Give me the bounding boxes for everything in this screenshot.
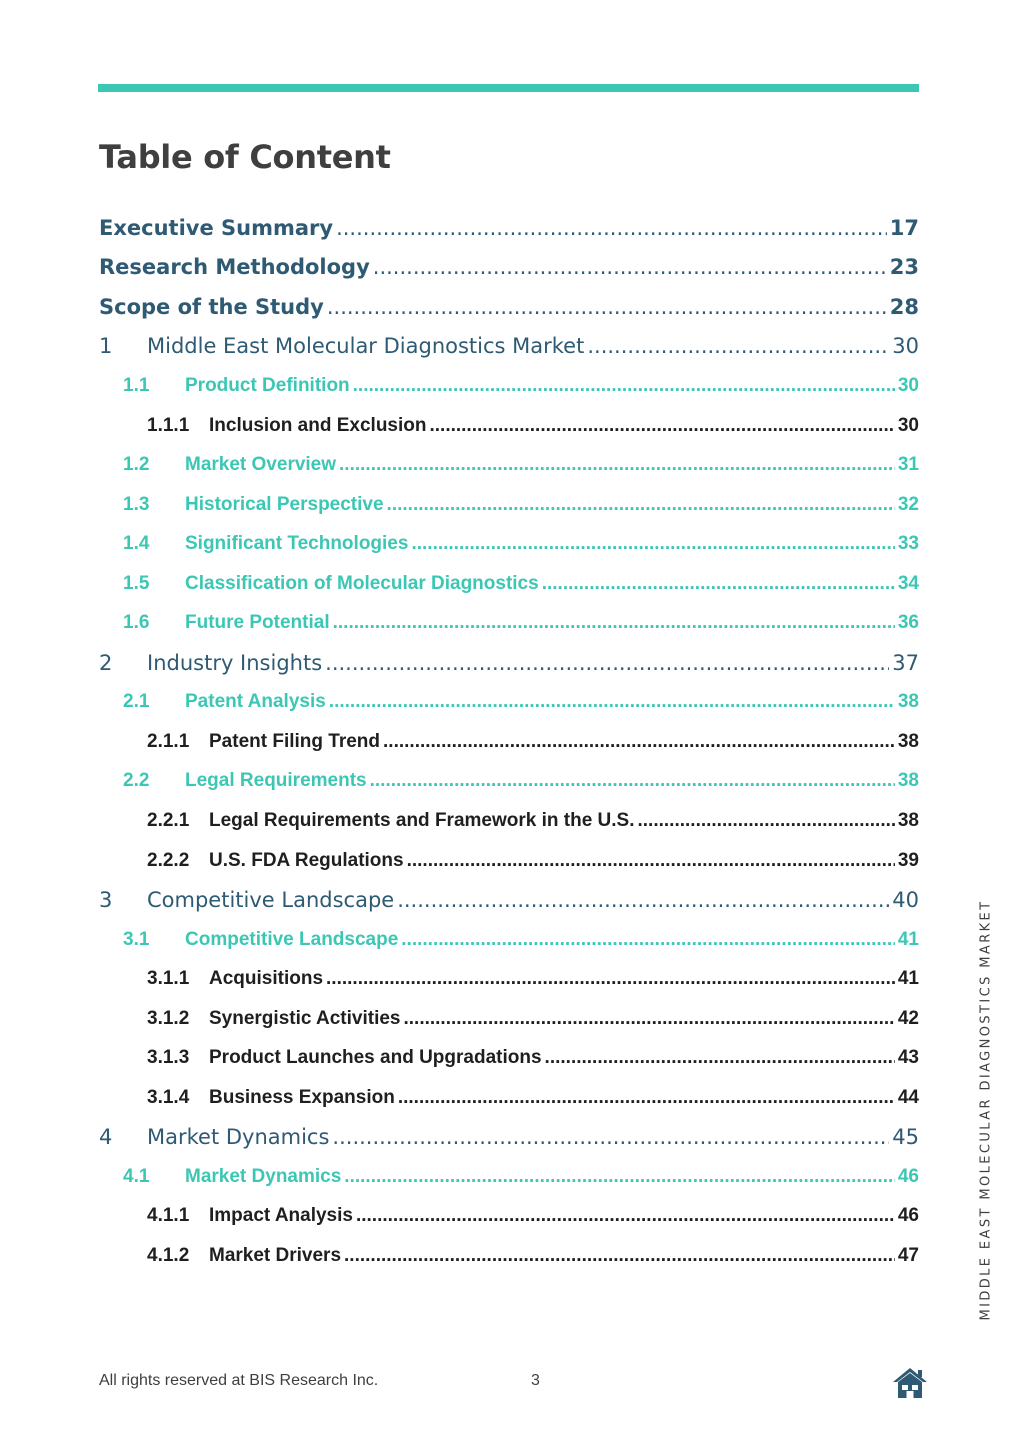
toc-entry-page: 36 (897, 612, 919, 634)
toc-entry-title[interactable]: Market Dynamics (147, 1125, 330, 1150)
toc-entry-page: 43 (897, 1047, 919, 1069)
toc-entry-title[interactable]: Legal Requirements and Framework in the U.S. (209, 809, 635, 831)
toc-entry-number: 1.4 (123, 533, 150, 555)
dot-leader (403, 1008, 894, 1030)
home-icon[interactable] (891, 1366, 929, 1400)
toc-entry-title[interactable]: Middle East Molecular Diagnostics Market (147, 334, 585, 359)
toc-entry-number: 3 (99, 888, 113, 913)
toc-entry-title[interactable]: Legal Requirements (185, 770, 367, 792)
toc-entry-page: 46 (897, 1205, 919, 1227)
toc-entry-title[interactable]: Future Potential (185, 612, 330, 634)
toc-entry[interactable] (99, 603, 919, 643)
toc-entry[interactable] (99, 1118, 919, 1158)
toc-entry-page: 40 (892, 888, 919, 913)
toc-entry-number: 1.3 (123, 493, 150, 515)
toc-entry[interactable] (99, 287, 919, 327)
toc-entry-number: 2.1.1 (147, 730, 190, 752)
toc-entry-number: 2.2.1 (147, 809, 190, 831)
toc-entry[interactable] (99, 327, 919, 367)
toc-entry-title[interactable]: Patent Analysis (185, 691, 326, 713)
table-of-contents (99, 208, 919, 1276)
toc-entry-number: 4.1 (123, 1165, 150, 1187)
toc-entry-title[interactable]: Product Launches and Upgradations (209, 1047, 542, 1069)
toc-entry-page: 42 (897, 1007, 919, 1029)
toc-entry-number: 2 (99, 650, 113, 675)
toc-entry[interactable] (99, 801, 919, 841)
toc-entry-page: 30 (892, 334, 919, 359)
toc-entry[interactable] (99, 208, 919, 248)
toc-entry-title[interactable]: Patent Filing Trend (209, 730, 381, 752)
dot-leader (397, 888, 889, 912)
toc-entry-page: 34 (897, 572, 919, 594)
toc-entry-page: 38 (897, 730, 919, 752)
toc-entry-title[interactable]: Executive Summary (99, 215, 334, 240)
dot-leader (356, 1205, 895, 1227)
toc-entry-title[interactable]: Research Methodology (99, 255, 370, 280)
toc-entry-title[interactable]: Market Overview (185, 454, 337, 476)
toc-entry-number: 3.1 (123, 928, 150, 950)
toc-entry[interactable] (99, 1236, 919, 1276)
toc-entry[interactable] (99, 999, 919, 1039)
toc-entry-page: 31 (897, 454, 919, 476)
toc-entry[interactable] (99, 841, 919, 881)
dot-leader (407, 850, 895, 872)
dot-leader (542, 573, 895, 595)
toc-entry-number: 2.1 (123, 691, 150, 713)
toc-entry-number: 2.2.2 (147, 849, 190, 871)
toc-entry-title[interactable]: Market Dynamics (185, 1165, 342, 1187)
toc-entry-number: 4.1.2 (147, 1244, 190, 1266)
dot-leader (401, 929, 895, 951)
toc-entry[interactable] (99, 524, 919, 564)
toc-entry[interactable] (99, 643, 919, 683)
toc-entry-page: 38 (897, 809, 919, 831)
toc-entry-title[interactable]: Historical Perspective (185, 493, 384, 515)
dot-leader (332, 1125, 889, 1149)
dot-leader (370, 770, 895, 792)
page-title: Table of Content (99, 138, 391, 176)
toc-entry-number: 3.1.1 (147, 968, 190, 990)
toc-entry-page: 45 (892, 1125, 919, 1150)
toc-entry-page: 41 (897, 968, 919, 990)
toc-entry-page: 39 (897, 849, 919, 871)
toc-entry-number: 4 (99, 1125, 113, 1150)
toc-entry-number: 1.5 (123, 572, 150, 594)
dot-leader (545, 1047, 895, 1069)
toc-entry-title[interactable]: Industry Insights (147, 650, 323, 675)
top-accent-rule (98, 84, 919, 92)
dot-leader (325, 651, 889, 675)
dot-leader (333, 612, 895, 634)
toc-entry-page: 23 (889, 255, 919, 280)
toc-entry[interactable] (99, 959, 919, 999)
dot-leader (344, 1245, 895, 1267)
toc-entry-number: 1.2 (123, 454, 150, 476)
toc-entry-page: 37 (892, 650, 919, 675)
side-running-title: MIDDLE EAST MOLECULAR DIAGNOSTICS MARKET (978, 899, 994, 1321)
toc-entry-page: 28 (889, 294, 919, 319)
toc-entry-number: 1 (99, 334, 113, 359)
toc-entry[interactable] (99, 722, 919, 762)
toc-entry-title[interactable]: Inclusion and Exclusion (209, 414, 427, 436)
toc-entry-title[interactable]: Acquisitions (209, 968, 324, 990)
dot-leader (344, 1166, 895, 1188)
toc-entry-title[interactable]: Significant Technologies (185, 533, 409, 555)
toc-entry-page: 33 (897, 533, 919, 555)
dot-leader (329, 691, 895, 713)
dot-leader (339, 454, 895, 476)
dot-leader (398, 1087, 895, 1109)
home-icon-graphic (891, 1366, 929, 1400)
toc-entry-number: 3.1.4 (147, 1086, 190, 1108)
toc-entry-number: 1.1 (123, 374, 150, 396)
toc-entry-title[interactable]: Scope of the Study (99, 294, 324, 319)
dot-leader (411, 533, 894, 555)
toc-entry-number: 2.2 (123, 770, 150, 792)
toc-entry[interactable] (99, 1157, 919, 1197)
toc-entry-title[interactable]: Competitive Landscape (147, 888, 395, 913)
toc-entry-number: 3.1.2 (147, 1007, 190, 1029)
dot-leader (387, 494, 895, 516)
footer-copyright: All rights reserved at BIS Research Inc. (99, 1372, 379, 1389)
dot-leader (638, 810, 895, 832)
toc-entry-title[interactable]: Market Drivers (209, 1244, 342, 1266)
toc-entry[interactable] (99, 564, 919, 604)
toc-entry[interactable] (99, 485, 919, 525)
toc-entry[interactable] (99, 683, 919, 723)
toc-entry[interactable] (99, 1038, 919, 1078)
dot-leader (383, 731, 895, 753)
toc-entry-title[interactable]: Classification of Molecular Diagnostics (185, 572, 539, 594)
dot-leader (327, 295, 887, 319)
toc-entry-page: 47 (897, 1244, 919, 1266)
toc-entry[interactable] (99, 762, 919, 802)
toc-entry-page: 30 (897, 374, 919, 396)
toc-entry-title[interactable]: Synergistic Activities (209, 1007, 401, 1029)
toc-entry-page: 44 (897, 1086, 919, 1108)
page-number: 3 (531, 1372, 540, 1389)
dot-leader (373, 255, 887, 279)
dot-leader (336, 216, 887, 240)
toc-entry[interactable] (99, 366, 919, 406)
toc-entry-page: 41 (897, 928, 919, 950)
toc-entry-title[interactable]: Competitive Landscape (185, 928, 399, 950)
toc-entry-number: 1.1.1 (147, 414, 190, 436)
toc-entry-page: 32 (897, 493, 919, 515)
toc-entry-title[interactable]: Product Definition (185, 374, 350, 396)
toc-entry-page: 17 (889, 215, 919, 240)
dot-leader (326, 968, 895, 990)
toc-entry-page: 30 (897, 414, 919, 436)
toc-entry[interactable] (99, 880, 919, 920)
toc-entry-title[interactable]: Impact Analysis (209, 1205, 353, 1227)
dot-leader (353, 375, 895, 397)
toc-entry-page: 38 (897, 691, 919, 713)
toc-entry-number: 1.6 (123, 612, 150, 634)
toc-entry-number: 4.1.1 (147, 1205, 190, 1227)
toc-entry-number: 3.1.3 (147, 1047, 190, 1069)
toc-entry[interactable] (99, 1078, 919, 1118)
toc-entry-title[interactable]: U.S. FDA Regulations (209, 849, 404, 871)
dot-leader (429, 415, 894, 437)
toc-entry[interactable] (99, 406, 919, 446)
dot-leader (587, 334, 889, 358)
toc-entry-page: 38 (897, 770, 919, 792)
toc-entry[interactable] (99, 920, 919, 960)
toc-entry-title[interactable]: Business Expansion (209, 1086, 395, 1108)
toc-entry[interactable] (99, 445, 919, 485)
toc-entry[interactable] (99, 1197, 919, 1237)
toc-entry[interactable] (99, 248, 919, 288)
toc-entry-page: 46 (897, 1165, 919, 1187)
